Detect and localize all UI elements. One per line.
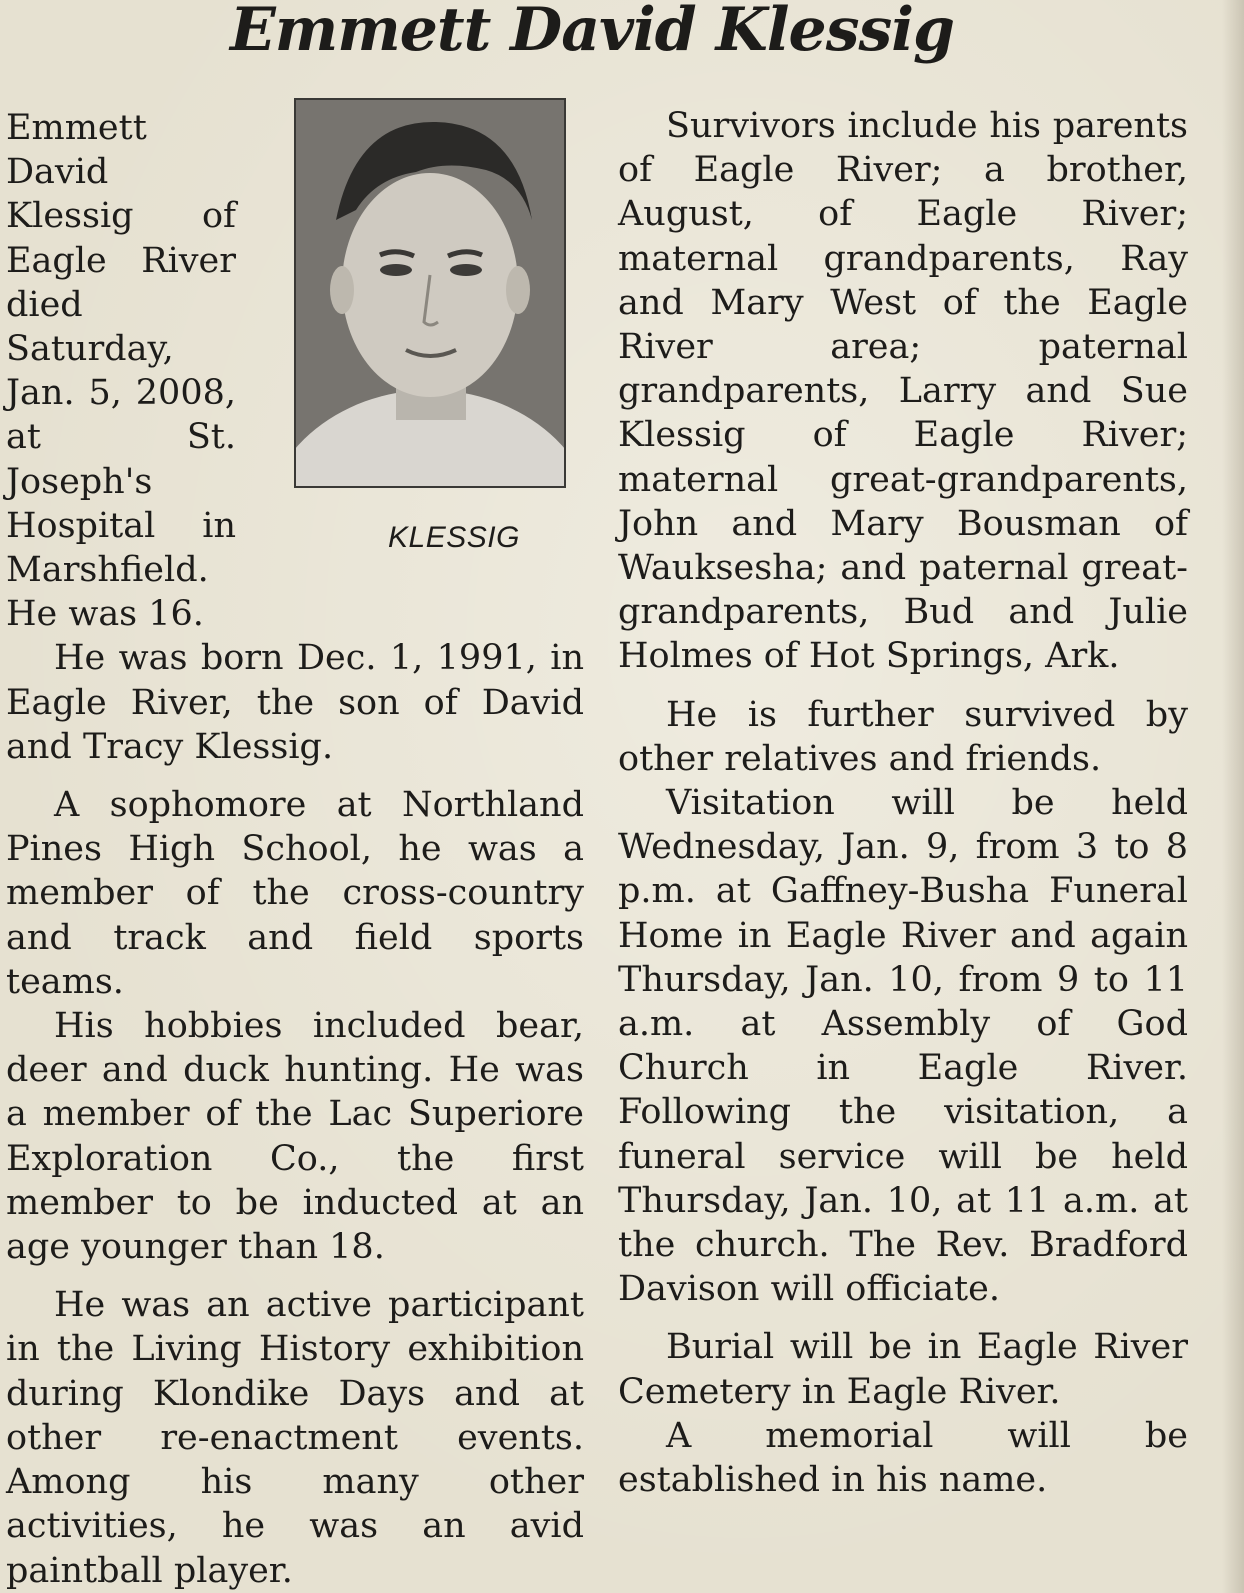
portrait-block — [254, 98, 584, 564]
paragraph-memorial: A memorial will be established in his name. — [618, 1415, 1188, 1501]
portrait-photo — [294, 98, 566, 488]
photo-caption: KLESSIG — [388, 521, 520, 554]
page-edge-shadow — [1222, 0, 1244, 1593]
paragraph-death-notice: Emmett David Klessig of Eagle River died Saturday, Jan. 5, 2008, at St. Joseph's Hospital in Marshfield. He was 16. — [6, 108, 236, 635]
paragraph-visitation: Visitation will be held Wednesday, Jan. 9, from 3 to 8 p.m. at Gaffney-Busha Funeral Home in Eagle River and again Thursday, Jan. 10, from 9 to 11 a.m. at Assembly of God Church in Eagle River. Following the visitation, a funeral service will be held Thursday, Jan. 10, at 11 a.m. at the church. The Rev. Bradford Davison will officiate. — [618, 783, 1188, 1310]
paragraph-birth: He was born Dec. 1, 1991, in Eagle River, the son of David and Tracy Klessig. — [6, 638, 584, 767]
paragraph-hobbies: His hobbies included bear, deer and duck hunting. He was a member of the Lac Superiore Exploration Co., the first member to be inducted at an age younger than 18. — [6, 1006, 584, 1268]
obituary-headline: Emmett David Klessig — [229, 0, 955, 65]
paragraph-burial: Burial will be in Eagle River Cemetery in Eagle River. — [618, 1327, 1188, 1412]
paragraph-school: A sophomore at Northland Pines High School, he was a member of the cross-country and track and field sports teams. — [6, 785, 584, 1002]
paragraph-relatives: He is further survived by other relatives and friends. — [618, 694, 1188, 779]
right-column — [618, 104, 1188, 1502]
portrait-illustration — [296, 100, 564, 486]
paragraph-survivors: Survivors include his parents of Eagle River; a brother, August, of Eagle River; maternal grandparents, Ray and Mary West of the Eagle River area; paternal grandparents, Larry and Sue Klessig of Eagle River; maternal great-grandparents, John and Mary Bousman of Wauksesha; and paternal great-grandparents, Bud and Julie Holmes of Hot Springs, Ark. — [618, 106, 1188, 677]
left-column — [6, 106, 584, 1593]
paragraph-activities: He was an active participant in the Living History exhibition during Klondike Days and at other re-enactment events. Among his many other activities, he was an avid paintball player. — [6, 1285, 584, 1591]
